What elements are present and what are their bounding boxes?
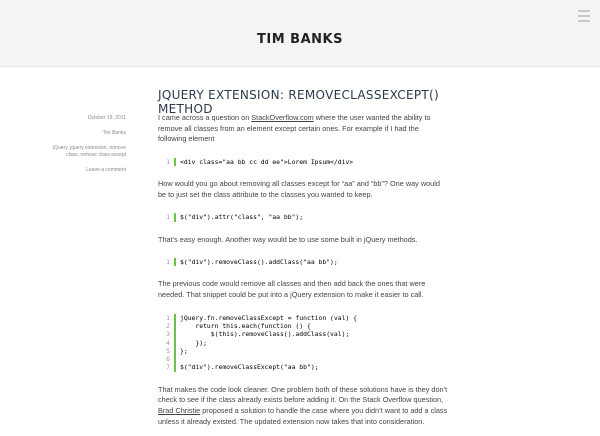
code-block-1: 1 <div class="aa bb cc dd ee">Lorem Ipsum</div>: [158, 154, 448, 170]
stackoverflow-link[interactable]: StackOverflow.com: [251, 113, 314, 122]
leave-comment-link[interactable]: Leave a comment: [86, 167, 126, 173]
post-tags[interactable]: jQuery, jquery extension, remove class, remove class except: [53, 145, 126, 158]
post-title[interactable]: JQUERY EXTENSION: REMOVECLASSEXCEPT() METHOD: [158, 88, 439, 116]
code-line: $(this).removeClass().addClass(val);: [180, 330, 350, 339]
code-line: return this.each(function () {: [180, 321, 311, 330]
post-meta: [40, 115, 126, 182]
code-block-2: 1 $("div").attr("class", "aa bb");: [158, 209, 448, 225]
paragraph-2: How would you go about removing all classes except for “aa” and “bb”? One way would be to just set the class attribute to the classes you wanted to keep.: [158, 179, 440, 199]
code-line: jQuery.fn.removeClassExcept = function (val) {: [180, 313, 357, 322]
paragraph-1: I came across a question on StackOverflow.com where the user wanted the ability to remove all classes from an element except certain ones. For example if I had the following element: [158, 113, 431, 144]
site-header: [0, 0, 600, 67]
site-title[interactable]: TIM BANKS: [257, 32, 343, 47]
code-line: $("div").removeClassExcept("aa bb");: [180, 363, 319, 372]
post-author[interactable]: Tim Banks: [102, 130, 126, 136]
post-content: [158, 113, 448, 436]
paragraph-5: That makes the code look cleaner. One problem both of these solutions have is they don’t check to see if the class already exists before adding it. On the Stack Overflow question, Brad Christie proposed a solution to handle the case where you didn’t want to add a class unless it already existed. The updated extension now takes that into consideration.: [158, 384, 448, 426]
paragraph-4: The previous code would remove all classes and then add back the ones that were needed. That snippet could be put into a jQuery extension to make it easier to call.: [158, 279, 426, 300]
code-block-3: 1 $("div").removeClass().addClass("aa bb");: [158, 254, 448, 270]
paragraph-3: That’s easy enough. Another way would be to use some built in jQuery methods.: [158, 234, 418, 244]
code-line: $("div").attr("class", "aa bb");: [180, 213, 304, 222]
code-block-4: 1 jQuery.fn.removeClassExcept = function (val) { 2 return this.each(function () { 3 $(this).removeClass().addClass(val); 4 }); 5 }; 6 7 $("div").removeClassExcept("aa bb");: [158, 310, 448, 376]
code-line: $("div").removeClass().addClass("aa bb");: [180, 258, 338, 267]
code-line: <div class="aa bb cc dd ee">Lorem Ipsum</div>: [180, 157, 354, 166]
post-date[interactable]: October 19, 2011: [87, 115, 126, 121]
brad-christie-link[interactable]: Brad Christie: [158, 405, 201, 415]
hamburger-menu-icon[interactable]: [578, 10, 590, 22]
code-line: });: [180, 338, 207, 347]
code-line: };: [180, 346, 188, 355]
